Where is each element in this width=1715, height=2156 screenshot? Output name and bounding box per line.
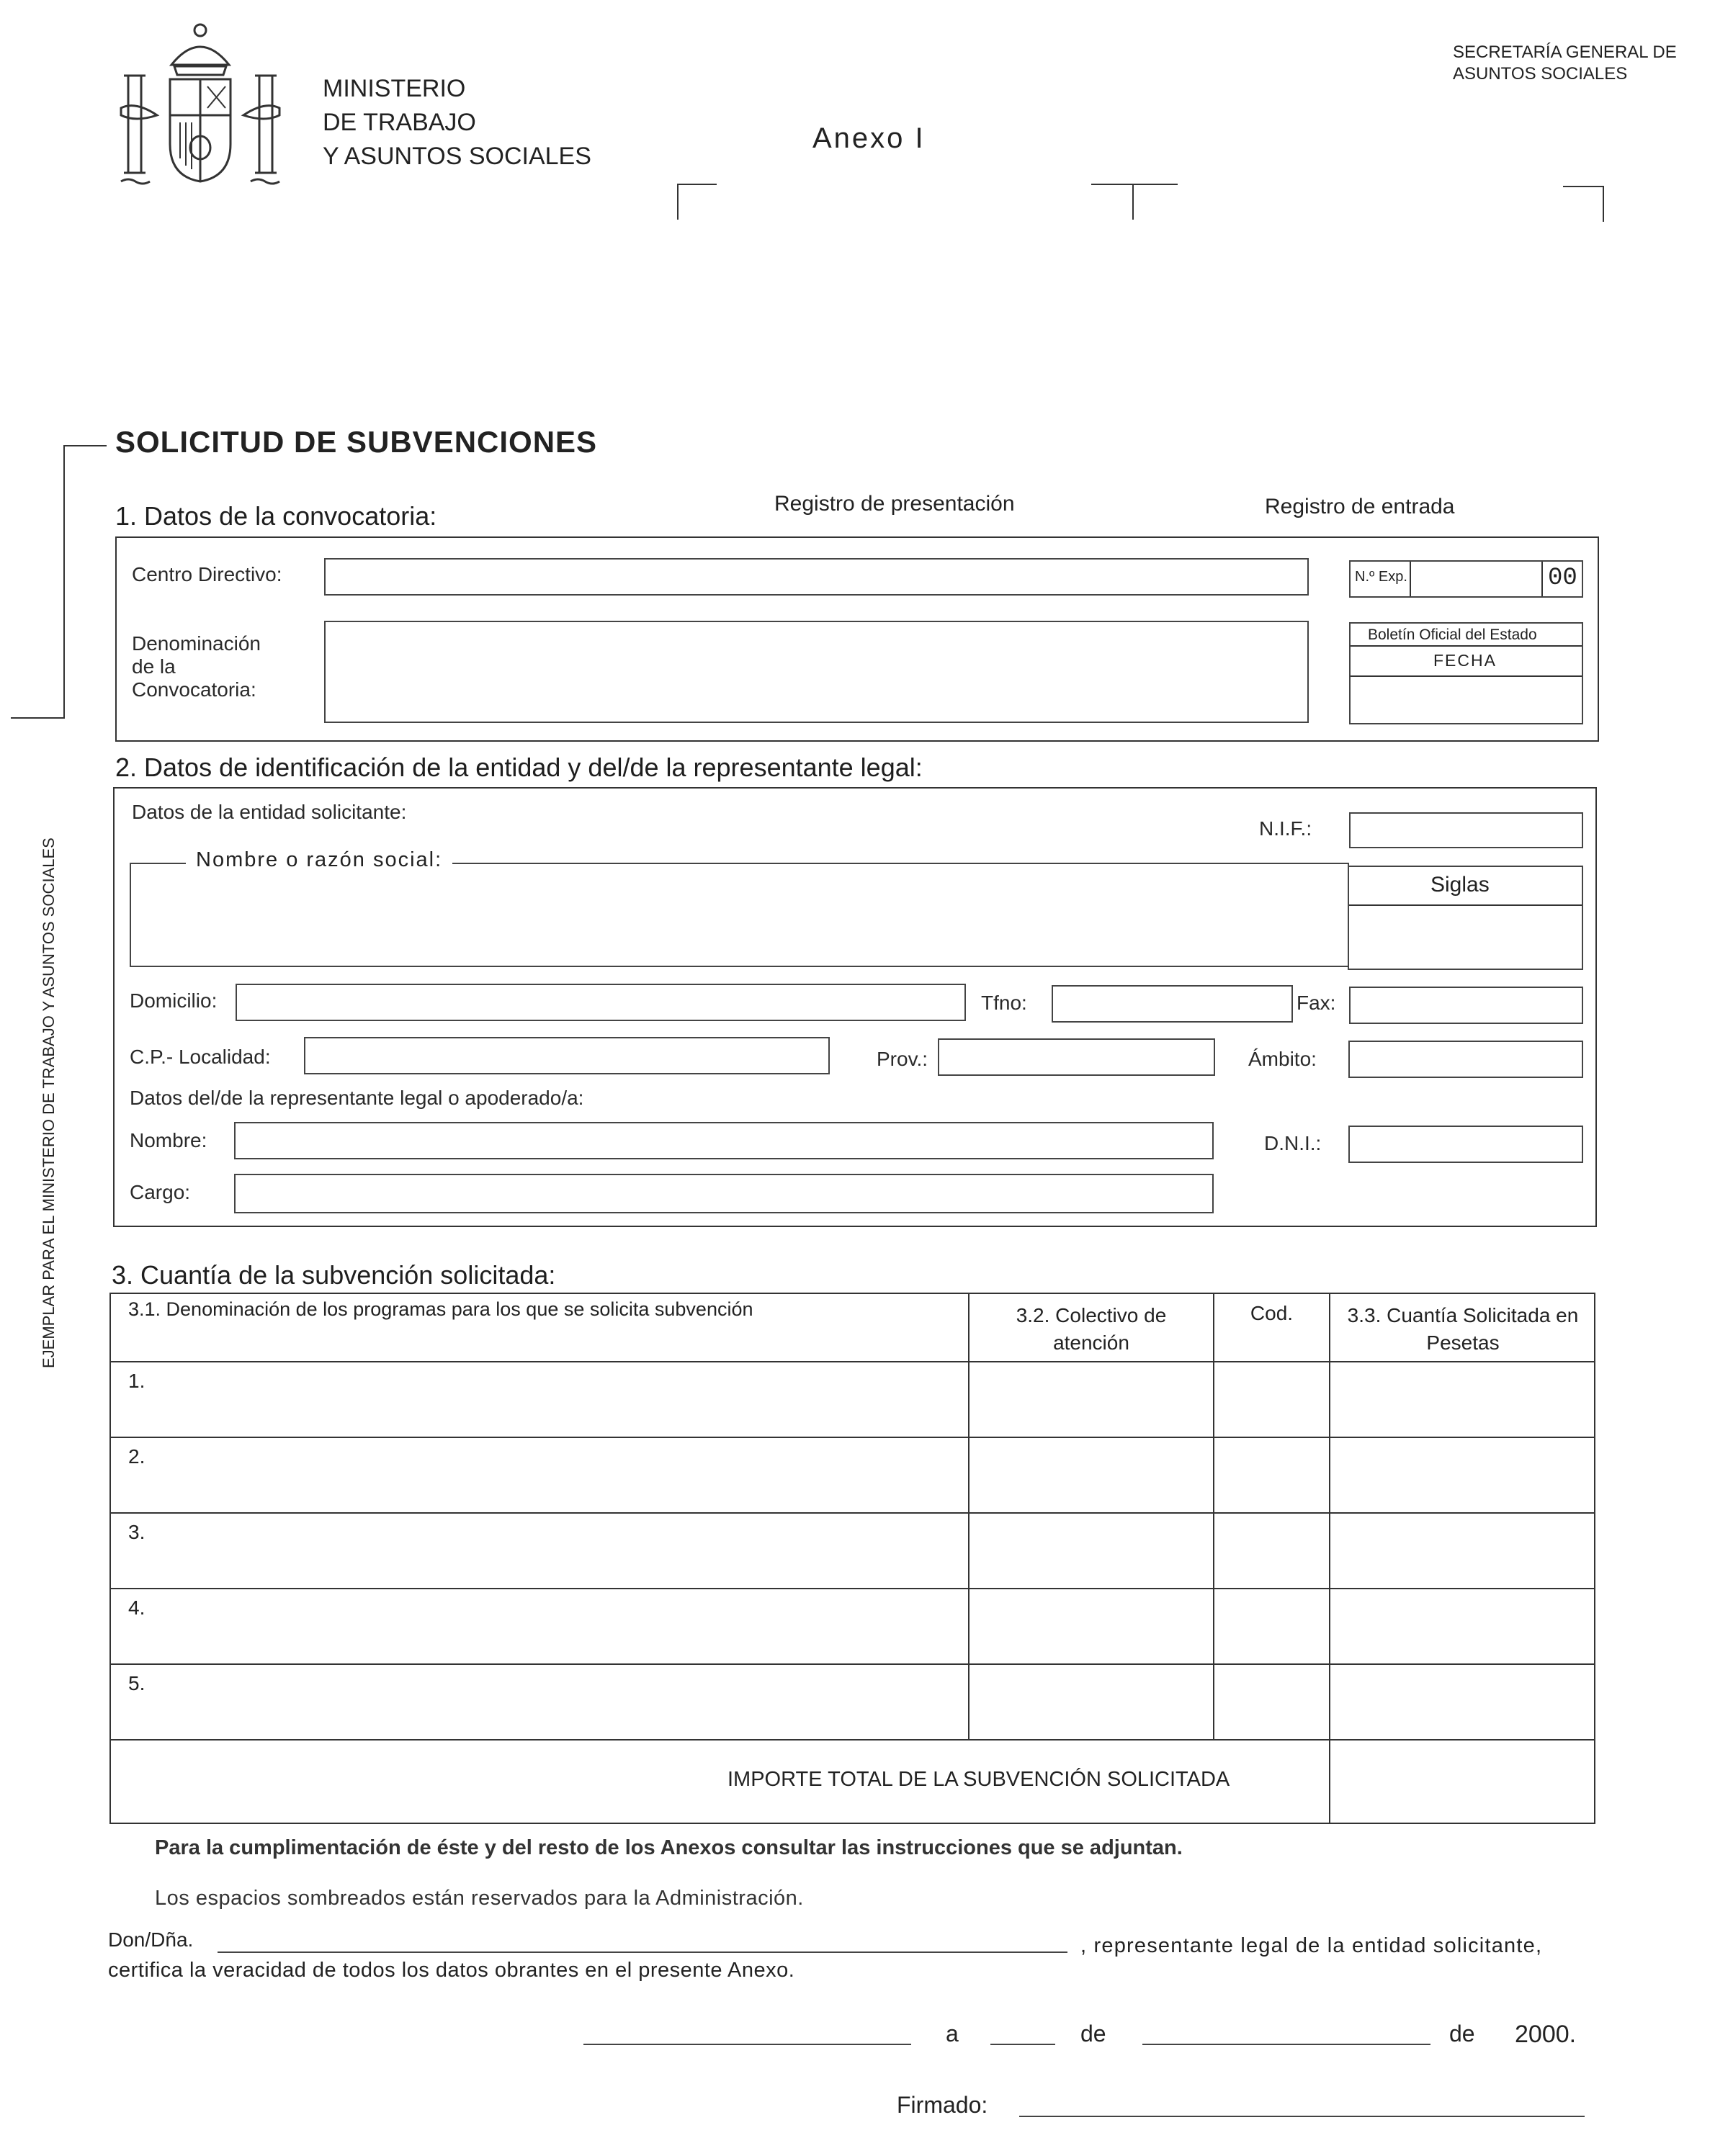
table-row-number: 2.	[128, 1445, 145, 1468]
table-header-programas: 3.1. Denominación de los programas para los que se solicita subvención	[128, 1298, 753, 1320]
table-header-cuantia-line: Pesetas	[1426, 1331, 1500, 1354]
table-row-number: 4.	[128, 1596, 145, 1619]
siglas-label: Siglas	[1430, 873, 1490, 897]
table-row-divider	[109, 1437, 1595, 1438]
boe-divider	[1351, 645, 1582, 647]
prov-label: Prov.:	[877, 1048, 928, 1070]
nombre-field[interactable]	[234, 1122, 1214, 1159]
domicilio-label: Domicilio:	[130, 989, 218, 1012]
fax-label: Fax:	[1297, 992, 1336, 1014]
corner-mark	[1132, 184, 1134, 220]
centro-directivo-label: Centro Directivo:	[132, 563, 282, 585]
table-row-number: 1.	[128, 1370, 145, 1392]
form-title: SOLICITUD DE SUBVENCIONES	[115, 425, 598, 459]
importe-total-field[interactable]	[1330, 1740, 1594, 1823]
dia-field[interactable]	[990, 2044, 1055, 2045]
table-row-number: 5.	[128, 1672, 145, 1694]
boe-box	[1349, 622, 1583, 724]
table-row-divider	[109, 1663, 1595, 1665]
secretaria-line: SECRETARÍA GENERAL DE	[1453, 42, 1677, 62]
ministry-line: Y ASUNTOS SOCIALES	[323, 143, 591, 170]
table-row[interactable]	[128, 1596, 145, 1620]
representante-text: , representante legal de la entidad solicitante,	[1080, 1934, 1543, 1957]
table-row[interactable]	[128, 1672, 145, 1695]
nif-label: N.I.F.:	[1259, 817, 1312, 840]
centro-directivo-field[interactable]	[324, 558, 1309, 596]
num-exp-label: N.º Exp.	[1355, 569, 1407, 585]
table-row[interactable]	[128, 1521, 145, 1544]
table-col-divider	[968, 1293, 970, 1739]
dni-label: D.N.I.:	[1264, 1132, 1322, 1154]
cargo-label: Cargo:	[130, 1181, 191, 1203]
fecha-field[interactable]	[1351, 677, 1582, 723]
side-bracket	[11, 717, 65, 719]
side-bracket	[63, 445, 65, 719]
certifica-text: certifica la veracidad de todos los datos obrantes en el presente Anexo.	[108, 1959, 795, 1982]
table-header-colectivo-line: atención	[1053, 1331, 1129, 1354]
table-header-cuantia-line: 3.3. Cuantía Solicitada en	[1347, 1304, 1579, 1326]
table-row-number: 3.	[128, 1521, 145, 1543]
table-header-colectivo	[970, 1302, 1213, 1357]
firmado-label: Firmado:	[897, 2092, 988, 2118]
tfno-field[interactable]	[1052, 985, 1293, 1023]
nif-field[interactable]	[1349, 812, 1583, 848]
secretaria-name	[1453, 42, 1677, 85]
corner-mark	[1091, 184, 1178, 185]
side-vertical-text: EJEMPLAR PARA EL MINISTERIO DE TRABAJO Y ASUNTOS SOCIALES	[40, 837, 58, 1368]
mes-field[interactable]	[1142, 2044, 1430, 2045]
side-bracket	[63, 445, 107, 446]
registro-presentacion-label: Registro de presentación	[774, 492, 1015, 516]
date-year: 2000.	[1515, 2021, 1577, 2048]
note-instrucciones: Para la cumplimentación de éste y del resto de los Anexos consultar las instrucciones que se adjuntan.	[155, 1836, 1183, 1859]
firma-field[interactable]	[1019, 2116, 1585, 2117]
secretaria-line: ASUNTOS SOCIALES	[1453, 64, 1628, 84]
table-row[interactable]	[128, 1370, 145, 1393]
table-header-cuantia	[1330, 1302, 1595, 1357]
date-de-label: de	[1449, 2021, 1475, 2047]
table-row-divider	[109, 1512, 1595, 1514]
importe-total-label: IMPORTE TOTAL DE LA SUBVENCIÓN SOLICITADA	[727, 1768, 1230, 1791]
table-header-cod: Cod.	[1250, 1302, 1294, 1324]
denominacion-label-line: Convocatoria:	[132, 678, 256, 701]
section2-title: 2. Datos de identificación de la entidad y del/de la representante legal:	[115, 753, 923, 782]
num-exp-divider	[1410, 562, 1411, 596]
cargo-field[interactable]	[234, 1174, 1214, 1213]
coat-of-arms-icon	[114, 14, 287, 187]
tfno-label: Tfno:	[981, 992, 1027, 1014]
denominacion-field[interactable]	[324, 621, 1309, 723]
cp-localidad-label: C.P.- Localidad:	[130, 1046, 271, 1068]
fax-field[interactable]	[1349, 987, 1583, 1024]
date-de-label: de	[1080, 2021, 1106, 2047]
fecha-label: FECHA	[1433, 651, 1497, 670]
num-exp-box[interactable]	[1349, 560, 1583, 598]
lugar-field[interactable]	[583, 2044, 911, 2045]
cp-localidad-field[interactable]	[304, 1037, 830, 1074]
table-row[interactable]	[128, 1445, 145, 1468]
anexo-title: Anexo I	[812, 122, 926, 154]
denominacion-label-line: Denominación	[132, 632, 261, 655]
num-exp-suffix: 00	[1548, 565, 1577, 592]
coat-of-arms-logo	[114, 14, 287, 187]
domicilio-field[interactable]	[236, 984, 966, 1021]
ministry-name	[323, 72, 591, 174]
corner-mark	[1603, 186, 1604, 222]
corner-mark	[677, 184, 679, 220]
nombre-label: Nombre:	[130, 1129, 207, 1151]
date-a-label: a	[946, 2021, 959, 2047]
representante-label: Datos del/de la representante legal o apoderado/a:	[130, 1087, 584, 1109]
ministry-line: DE TRABAJO	[323, 109, 476, 136]
denominacion-label	[132, 632, 261, 701]
section1-title: 1. Datos de la convocatoria:	[115, 501, 437, 531]
denominacion-label-line: de la	[132, 655, 176, 678]
num-exp-divider	[1541, 562, 1543, 596]
prov-field[interactable]	[938, 1038, 1215, 1076]
section3-title: 3. Cuantía de la subvención solicitada:	[112, 1260, 556, 1290]
table-header-colectivo-line: 3.2. Colectivo de	[1016, 1304, 1167, 1326]
table-row-divider	[109, 1588, 1595, 1589]
nombre-razon-label: Nombre o razón social:	[186, 848, 452, 872]
dni-field[interactable]	[1348, 1126, 1583, 1163]
nombre-razon-box[interactable]	[130, 863, 1349, 967]
table-col-divider	[1213, 1293, 1214, 1739]
don-dna-label: Don/Dña.	[108, 1928, 194, 1951]
corner-mark	[677, 184, 717, 185]
boe-label: Boletín Oficial del Estado	[1368, 626, 1537, 643]
don-dna-field[interactable]	[218, 1951, 1067, 1953]
note-espacios-sombreados: Los espacios sombreados están reservados para la Administración.	[155, 1887, 804, 1910]
table-row-divider	[109, 1361, 1595, 1362]
ambito-field[interactable]	[1348, 1041, 1583, 1078]
entidad-label: Datos de la entidad solicitante:	[132, 801, 407, 823]
ambito-label: Ámbito:	[1248, 1048, 1317, 1070]
siglas-field[interactable]	[1349, 904, 1582, 969]
ministry-line: MINISTERIO	[323, 75, 466, 102]
corner-mark	[1563, 186, 1603, 187]
registro-entrada-label: Registro de entrada	[1265, 495, 1455, 518]
